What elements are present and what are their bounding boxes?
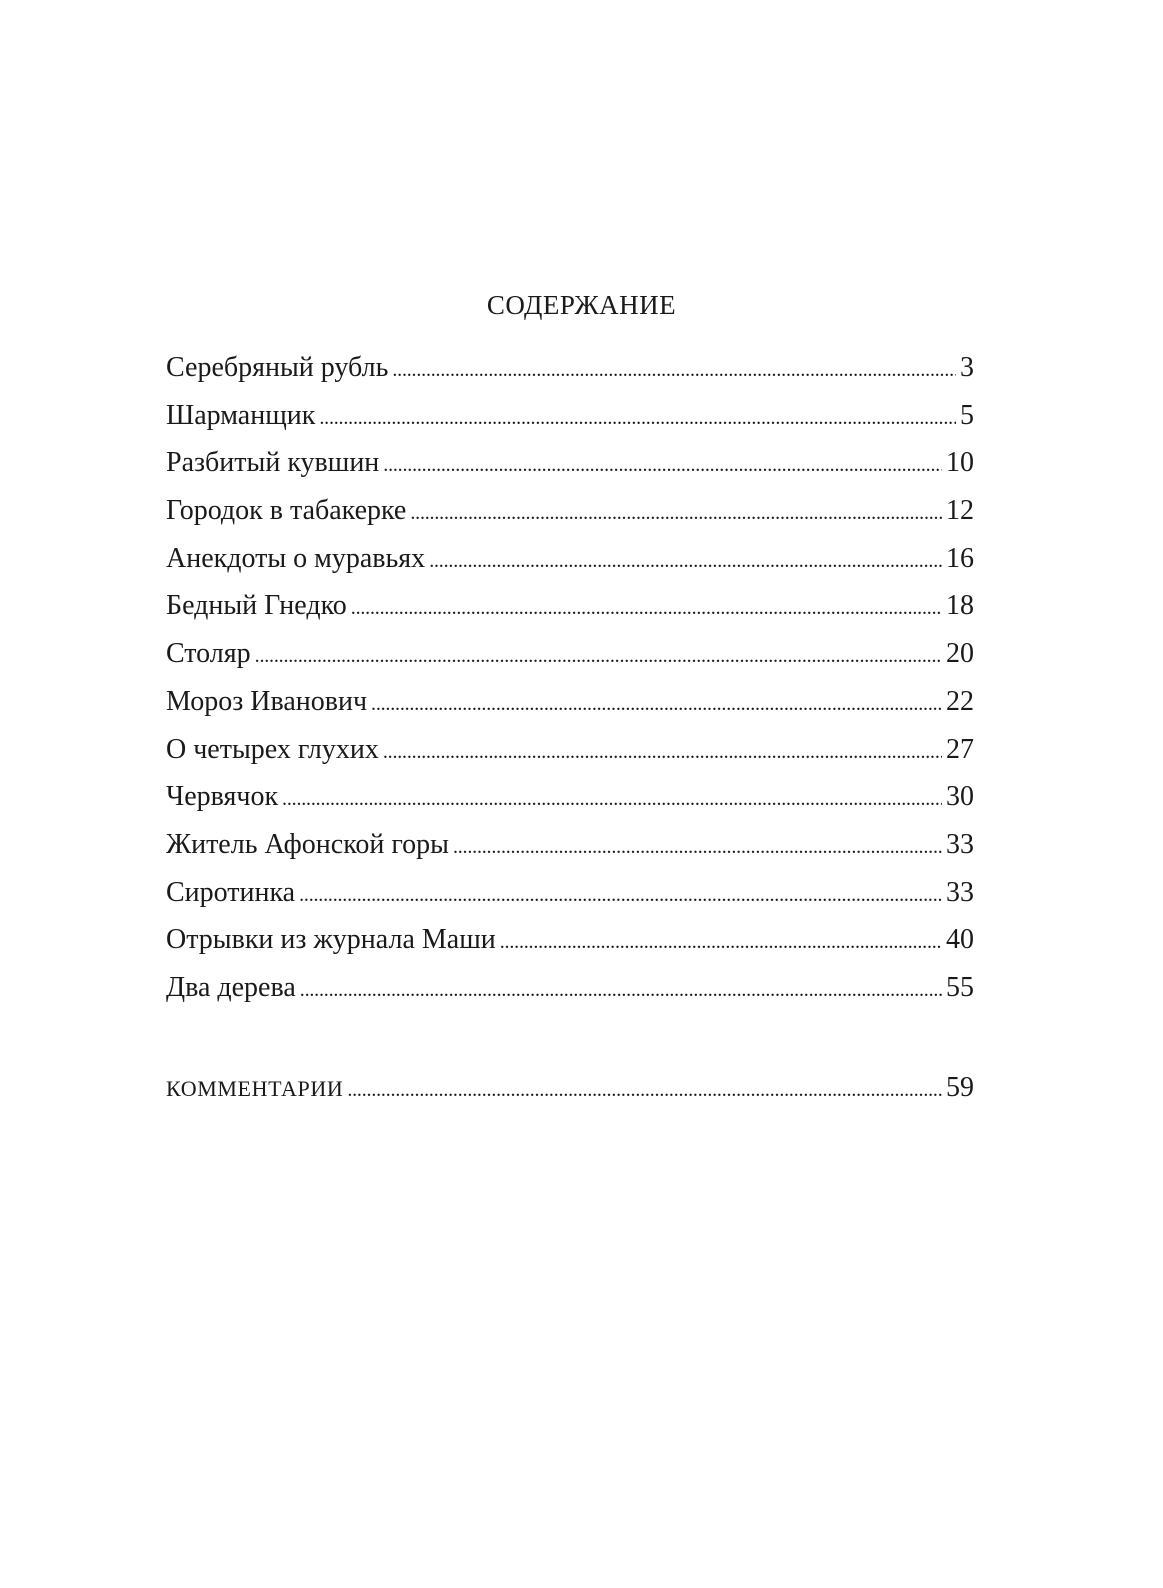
toc-entry — [166, 439, 974, 487]
toc-comments-title: КОММЕНТАРИИ — [166, 1076, 344, 1101]
dot-leader — [347, 1066, 942, 1114]
toc-list — [166, 344, 974, 1012]
dot-leader — [255, 633, 942, 681]
toc-entry — [166, 535, 974, 583]
dot-leader — [383, 442, 942, 490]
dot-leader — [351, 585, 942, 633]
toc-entry-page: 33 — [946, 828, 974, 860]
toc-entry-title: Шарманщик — [166, 399, 316, 431]
toc-entry-page: 55 — [946, 971, 974, 1003]
dot-leader — [319, 395, 956, 443]
toc-entry — [166, 582, 974, 630]
toc-entry — [166, 773, 974, 821]
toc-entry — [166, 916, 974, 964]
toc-entry — [166, 821, 974, 869]
toc-entry-page: 27 — [946, 733, 974, 765]
toc-entry — [166, 630, 974, 678]
dot-leader — [282, 776, 942, 824]
toc-entry — [166, 487, 974, 535]
toc-entry-title: О четырех глухих — [166, 733, 379, 765]
toc-entry-title: Два дерева — [166, 971, 296, 1003]
toc-entry-title: Мороз Иванович — [166, 685, 368, 717]
dot-leader — [299, 872, 942, 920]
toc-entry-page: 40 — [946, 924, 974, 956]
dot-leader — [500, 919, 942, 967]
toc-entry-page: 22 — [946, 685, 974, 717]
toc-entry-title: Бедный Гнедко — [166, 590, 347, 622]
toc-entry-title: Червячок — [166, 781, 279, 813]
dot-leader — [383, 729, 942, 777]
toc-entry-page: 30 — [946, 781, 974, 813]
toc-entry-page: 33 — [946, 876, 974, 908]
toc-entry-title: Столяр — [166, 638, 251, 670]
toc-heading: СОДЕРЖАНИЕ — [486, 290, 677, 320]
toc-entry-title: Разбитый кувшин — [166, 447, 380, 479]
toc-entry — [166, 678, 974, 726]
toc-entry — [166, 344, 974, 392]
dot-leader — [392, 347, 956, 395]
dot-leader — [371, 681, 942, 729]
toc-entry-title: Городок в табакерке — [166, 495, 407, 527]
toc-entry-page: 12 — [946, 495, 974, 527]
toc-entry — [166, 869, 974, 917]
toc-entry-title: Сиротинка — [166, 876, 296, 908]
toc-comments-entry — [166, 1064, 974, 1112]
toc-entry-page: 20 — [946, 638, 974, 670]
dot-leader — [410, 490, 942, 538]
dot-leader — [300, 967, 942, 1015]
toc-entry-page: 16 — [946, 542, 974, 574]
toc-entry — [166, 726, 974, 774]
dot-leader — [453, 824, 942, 872]
toc-comments-page: 59 — [946, 1072, 974, 1103]
dot-leader — [429, 538, 942, 586]
toc-entry-title: Анекдоты о муравьях — [166, 542, 426, 574]
toc-entry-page: 3 — [960, 352, 974, 383]
toc-entry-page: 10 — [946, 447, 974, 479]
toc-entry-title: Отрывки из журнала Маши — [166, 924, 496, 956]
toc-entry-page: 5 — [960, 399, 974, 431]
toc-entry — [166, 964, 974, 1012]
toc-entry-title: Серебряный рубль — [166, 352, 389, 383]
toc-entry-page: 18 — [946, 590, 974, 622]
toc-entry-title: Житель Афонской горы — [166, 828, 449, 860]
toc-entry — [166, 392, 974, 440]
